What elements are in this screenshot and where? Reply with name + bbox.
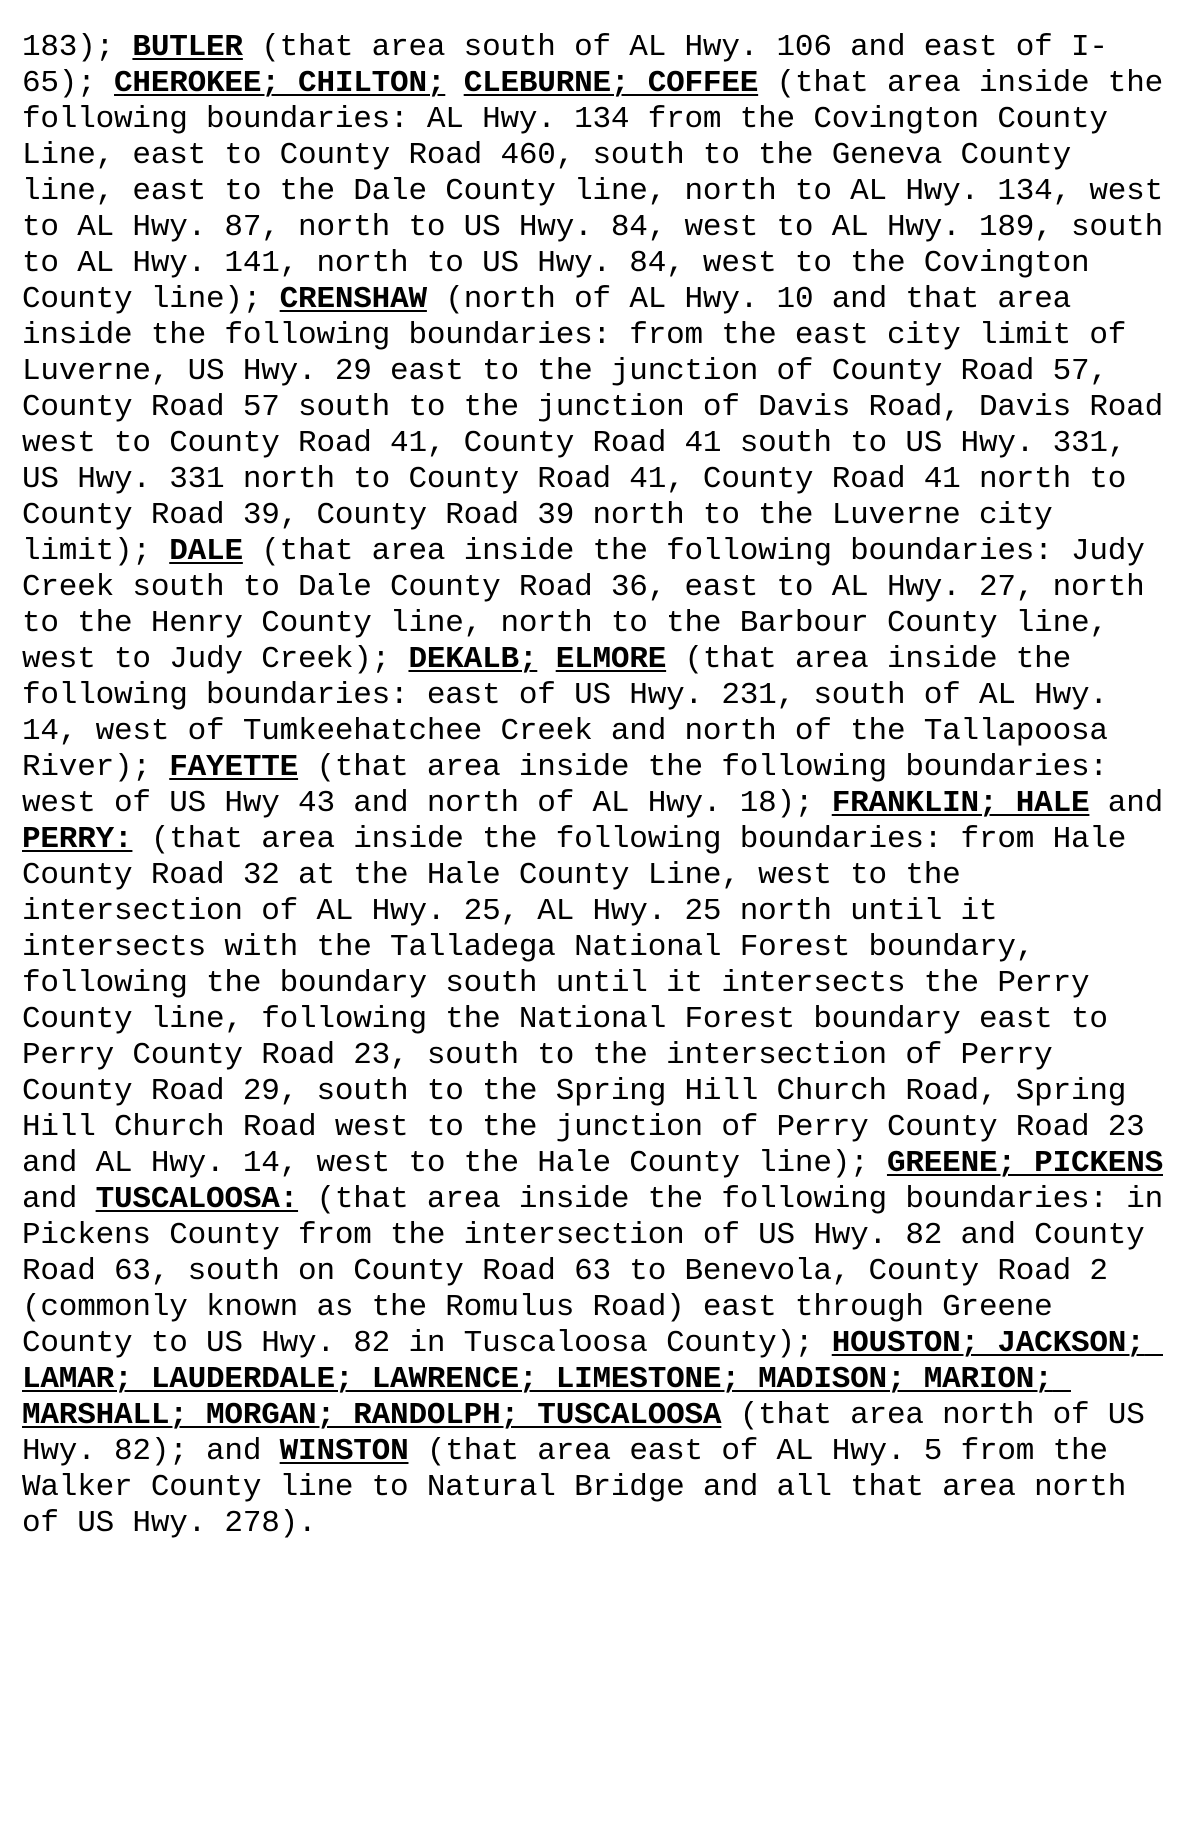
boundary-text: (that area inside the following boundaries: east of US Hwy. 231, south of AL Hwy. 14, west of Tumkeehatchee Creek and north of the Tallapoosa River); xyxy=(22,642,1127,785)
county-name: DALE xyxy=(169,534,243,569)
county-name: CHEROKEE; CHILTON; xyxy=(114,66,446,101)
boundary-text: (that area north of US Hwy. 82); and xyxy=(22,1398,1164,1469)
boundary-text xyxy=(537,642,555,677)
county-name: FRANKLIN; HALE xyxy=(831,786,1090,821)
boundary-text: (that area inside the following boundaries: west of US Hwy 43 and north of AL Hwy. 18); xyxy=(22,750,1127,821)
county-name: GREENE; PICKENS xyxy=(886,1146,1163,1181)
county-name: CRENSHAW xyxy=(279,282,427,317)
county-name: FAYETTE xyxy=(169,750,299,785)
county-name: ELMORE xyxy=(555,642,667,677)
boundary-text: 183); xyxy=(22,30,133,65)
boundary-text: (that area east of AL Hwy. 5 from the Walker County line to Natural Bridge and all that area north of US Hwy. 278). xyxy=(22,1434,1145,1541)
county-name: DEKALB; xyxy=(408,642,538,677)
county-name: WINSTON xyxy=(279,1434,409,1469)
boundary-text: (that area inside the following boundaries: Judy Creek south to Dale County Road 36, east to AL Hwy. 27, north to the Henry County line, north to the Barbour County line, west to Judy Creek); xyxy=(22,534,1164,677)
county-name: PERRY: xyxy=(22,822,133,857)
county-name: BUTLER xyxy=(132,30,243,65)
boundary-text: (that area inside the following boundaries: in Pickens County from the intersection of US Hwy. 82 and County Road 63, south on County Road 63 to Benevola, County Road 2 (commonly known as the Romulus Road) east through Greene County to US Hwy. 82 in Tuscaloosa County); xyxy=(22,1182,1182,1361)
boundary-text: and xyxy=(1089,786,1182,821)
county-name: HOUSTON; JACKSON; LAMAR; LAUDERDALE; LAWRENCE; LIMESTONE; MADISON; MARION; MARSHALL; MORGAN; RANDOLPH; TUSCALOOSA xyxy=(22,1326,1163,1433)
county-name: CLEBURNE; COFFEE xyxy=(463,66,759,101)
boundary-text: (that area inside the following boundaries: AL Hwy. 134 from the Covington County Line, east to County Road 460, south to the Geneva County line, east to the Dale County line, north to AL Hwy. 134, west to AL Hwy. 87, north to US Hwy. 84, west to AL Hwy. 189, south to AL Hwy. 141, north to US Hwy. 84, west to the Covington County line); xyxy=(22,66,1182,317)
boundary-text: (that area south of AL Hwy. 106 and east of I-65); xyxy=(22,30,1108,101)
boundary-text: and xyxy=(22,1146,1182,1217)
county-name: TUSCALOOSA: xyxy=(95,1182,299,1217)
boundary-text xyxy=(445,66,463,101)
boundary-text: (north of AL Hwy. 10 and that area inside the following boundaries: from the east city limit of Luverne, US Hwy. 29 east to the junction of County Road 57, County Road 57 south to the junction of Davis Road, Davis Road west to County Road 41, County Road 41 south to US Hwy. 331, US Hwy. 331 north to County Road 41, County Road 41 north to County Road 39, County Road 39 north to the Luverne city limit); xyxy=(22,282,1182,569)
regulation-paragraph xyxy=(22,30,1182,1542)
boundary-text: (that area inside the following boundaries: from Hale County Road 32 at the Hale County Line, west to the intersection of AL Hwy. 25, AL Hwy. 25 north until it intersects with the Talladega National Forest boundary, following the boundary south until it intersects the Perry County line, following the National Forest boundary east to Perry County Road 23, south to the intersection of Perry County Road 29, south to the Spring Hill Church Road, Spring Hill Church Road west to the junction of Perry County Road 23 and AL Hwy. 14, west to the Hale County line); xyxy=(22,822,1163,1181)
